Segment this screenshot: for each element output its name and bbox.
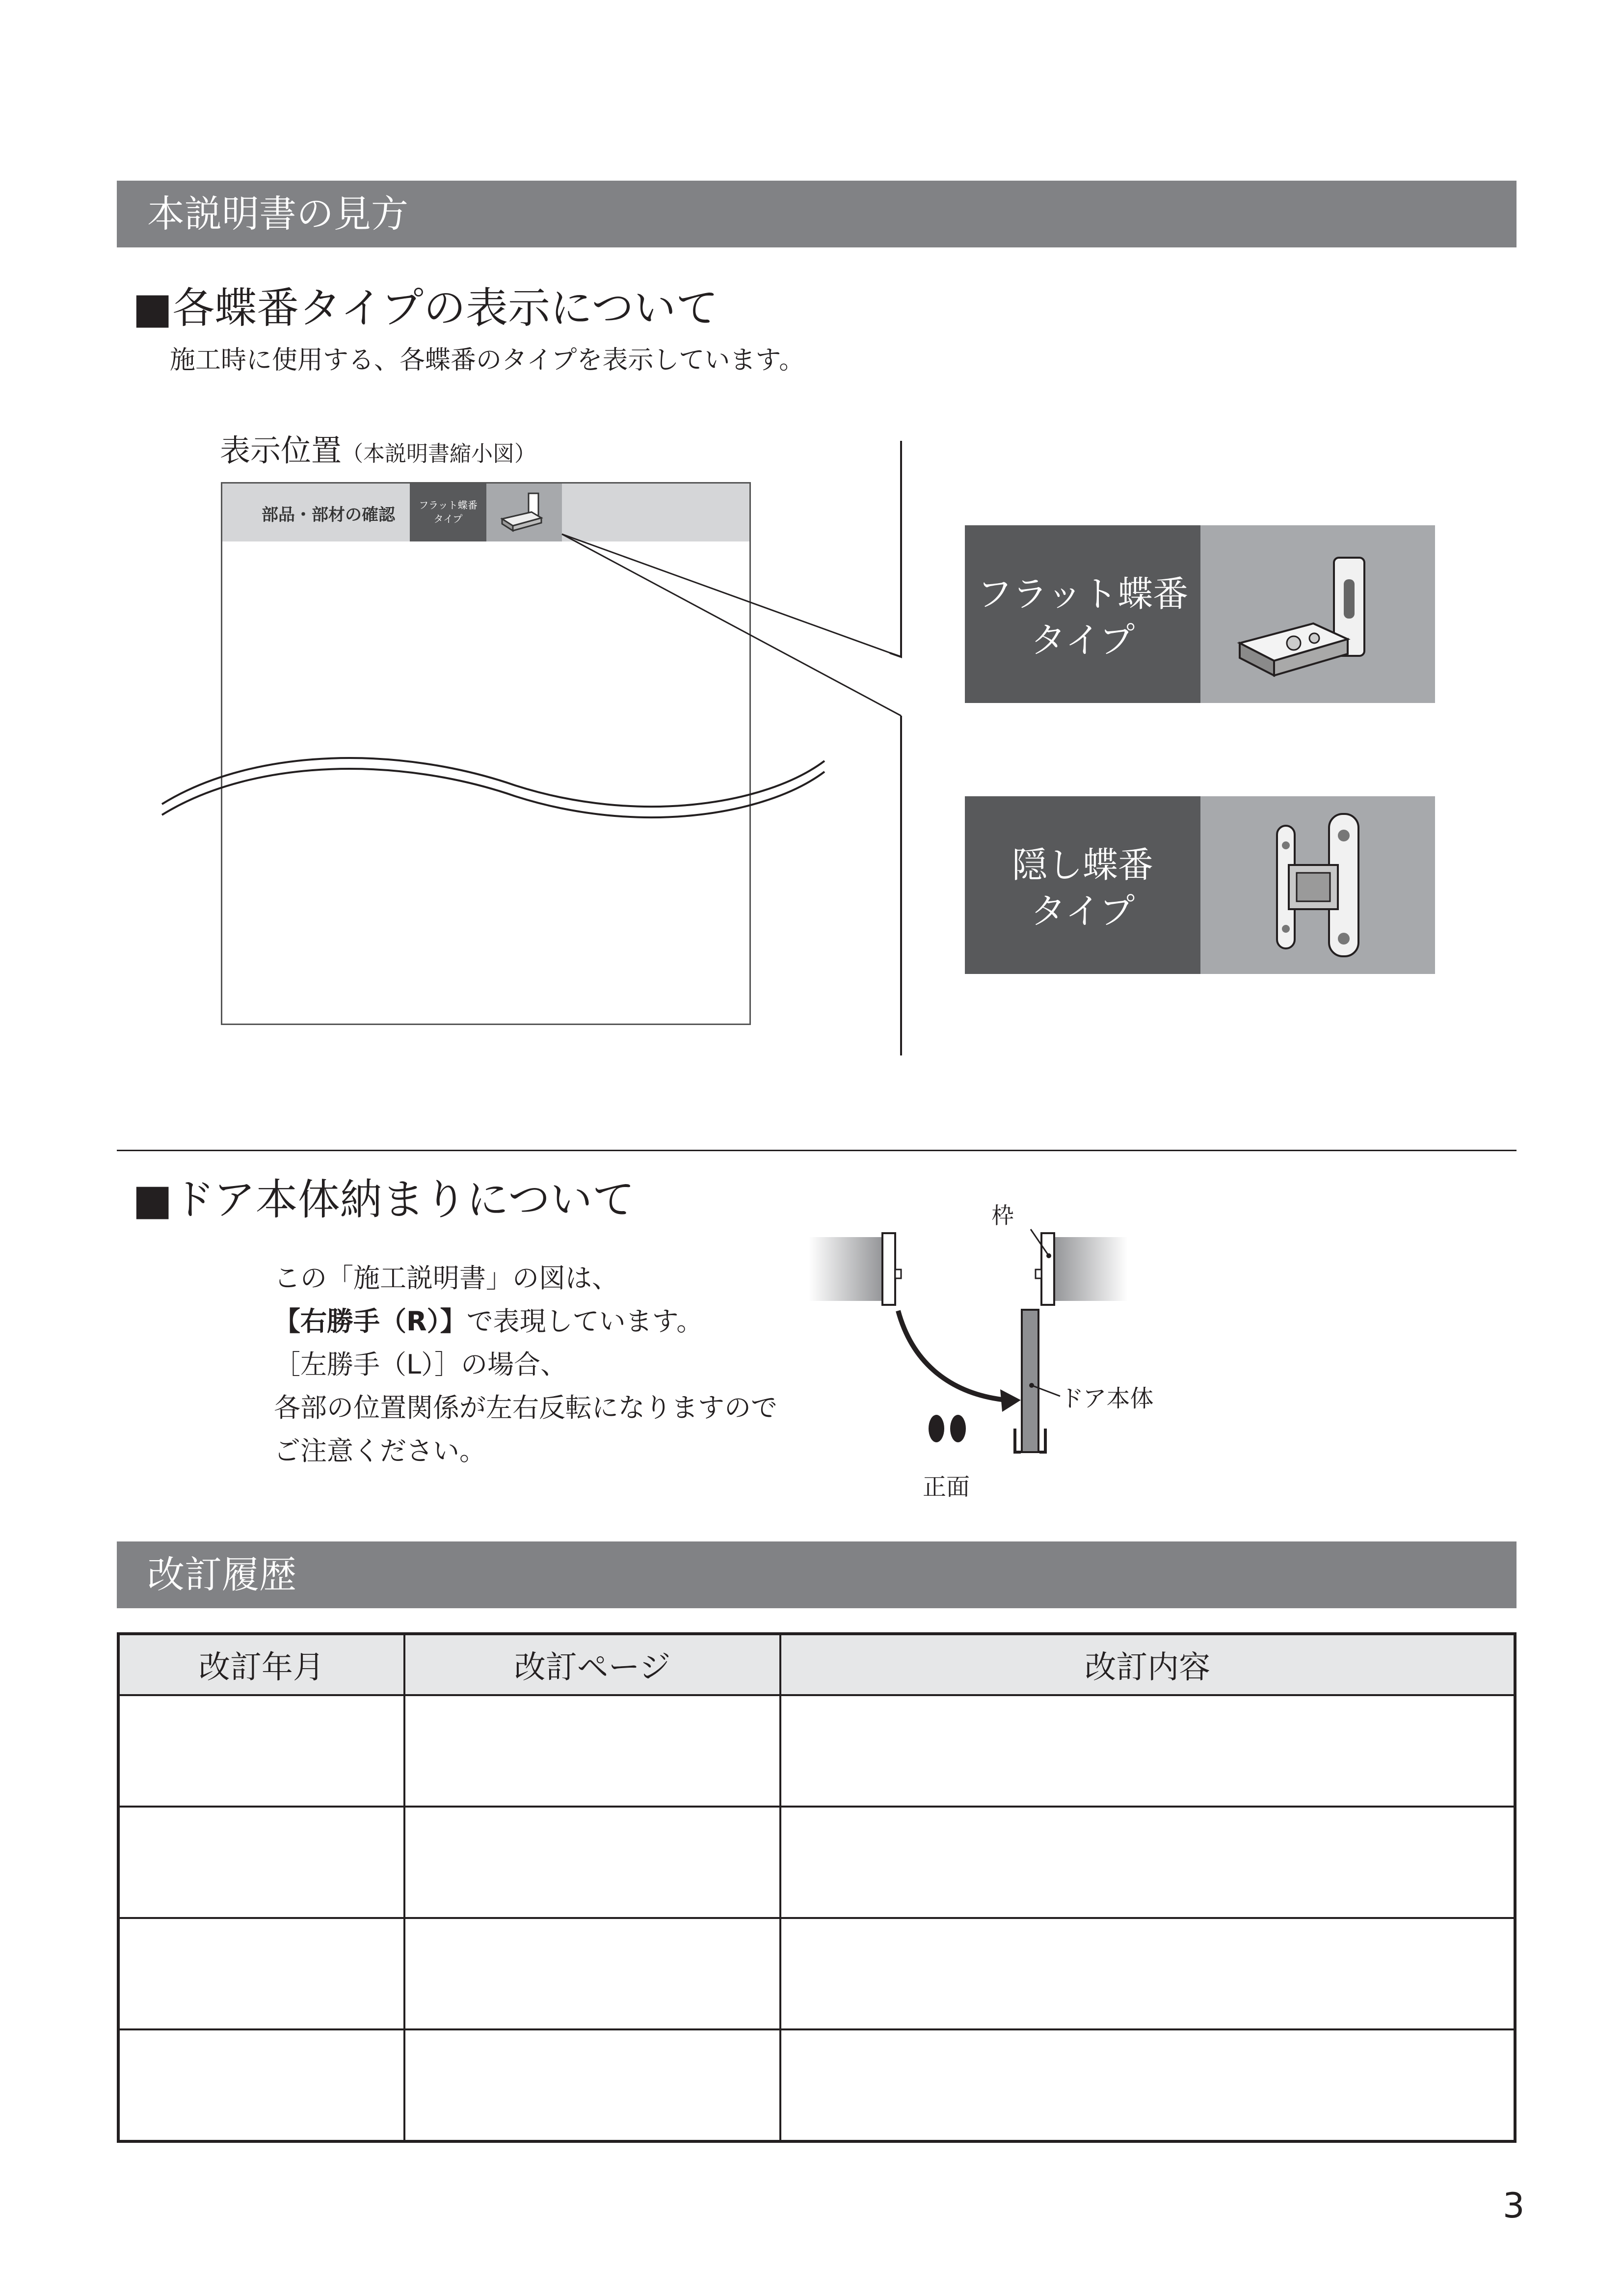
table-cell [118,1807,404,1918]
table-cell [780,1918,1515,2029]
table-row [118,1918,1515,2029]
door-plan-diagram [805,1198,1178,1512]
table-cell [118,1695,404,1807]
column-header-revision-page: 改訂ページ [404,1634,780,1695]
table-cell [118,1918,404,2029]
mini-type-tag: フラット蝶番 タイプ [410,484,486,541]
table-cell [404,1807,780,1918]
table-row [118,1695,1515,1807]
door-explanation: この「施工説明書」の図は、 【右勝手（R）】で表現しています。 ［左勝手（L）］の場合、 各部の位置関係が左右反転になりますので ご注意ください。 [274,1263,777,1466]
table-cell [780,1807,1515,1918]
flat-hinge-icon [1200,525,1435,703]
door-fit-heading: ■ドア本体納まりについて [133,1175,635,1224]
door-body-label: ドア本体 [1060,1385,1154,1412]
section-title: 改訂履歴 [147,1553,296,1596]
frame-label: 枠 [991,1202,1014,1229]
table-cell [780,2029,1515,2141]
callout-lines [0,432,982,1070]
hinge-types-heading: ■各蝶番タイプの表示について [133,284,718,333]
page-number: 3 [1503,2186,1525,2226]
section-divider [117,1150,1517,1151]
display-position-note: （本説明書縮小図） [342,441,536,466]
door-diagram [805,1198,1178,1512]
card-hidden-hinge-label: 隠し蝶番 タイプ [965,796,1200,974]
table-cell [118,2029,404,2141]
revision-history-table [117,1632,1517,2143]
table-row [118,1807,1515,1918]
table-cell [404,1695,780,1807]
section-header-revision-history [117,1541,1517,1608]
table-header-row [118,1634,1515,1695]
table-cell [404,2029,780,2141]
card-flat-hinge-label: フラット蝶番 タイプ [965,525,1200,703]
column-header-revision-date: 改訂年月 [118,1634,404,1695]
section-title: 本説明書の見方 [147,192,408,236]
hidden-hinge-icon [1200,796,1435,974]
table-cell [404,1918,780,2029]
mini-bar-label: 部品・部材の確認 [262,505,395,525]
table-cell [780,1695,1515,1807]
card-flat-hinge-type [965,525,1435,703]
table-row [118,2029,1515,2141]
hinge-types-description: 施工時に使用する、各蝶番のタイプを表示しています。 [170,346,805,375]
display-position-label: 表示位置（本説明書縮小図） [220,432,536,468]
column-header-revision-content: 改訂内容 [780,1634,1515,1695]
card-hidden-hinge-type [965,796,1435,974]
front-label: 正面 [923,1473,970,1501]
section-header-how-to-read [117,181,1517,247]
